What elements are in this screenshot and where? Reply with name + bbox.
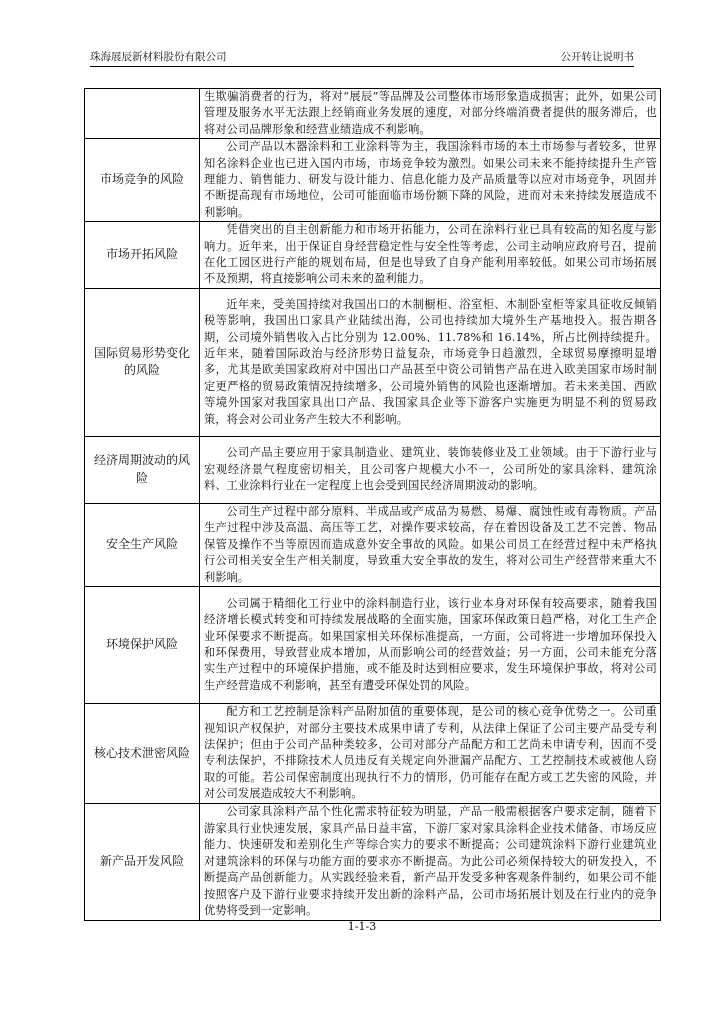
table-row xyxy=(85,288,661,436)
risk-description-cell: 公司产品以木器涂料和工业涂料等为主，我国涂料市场的本土市场参与者较多，世界知名涂料企业也已进入国内市场，市场竞争较为激烈。如果公司未来不能持续提升生产管理能力、销售能力、研发与设计能力、信息化能力及产品质量等以应对市场竞争，巩固并不断提高现有市场地位，公司可能面临市场份额下降的风险，进而对未来持续发展造成不利影响。 xyxy=(200,139,661,222)
risk-name-cell: 新产品开发风险 xyxy=(85,803,200,920)
risk-description-cell: 公司属于精细化工行业中的涂料制造行业，该行业本身对环保有较高要求，随着我国经济增长模式转变和可持续发展战略的全面实施，国家环保政策日趋严格，对化工生产企业环保要求不断提高。如果国家相关环保标准提高，一方面，公司将进一步增加环保投入和环保费用，导致营业成本增加，从而影响公司的经营效益；另一方面，公司未能充分落实生产过程中的环境保护措施，或不能及时达到相应要求，发生环境保护事故，将对公司生产经营造成不利影响，甚至有遭受环保处罚的风险。 xyxy=(200,586,661,703)
risk-name-cell xyxy=(85,89,200,139)
risk-description-cell: 公司生产过程中部分原料、半成品或产成品为易燃、易爆、腐蚀性或有毒物质。产品生产过程中涉及高温、高压等工艺，对操作要求较高，存在着因设备及工艺不完善、物品保管及操作不当等原因而造成意外安全事故的风险。如果公司员工在经营过程中未严格执行公司相关安全生产相关制度，导致重大安全事故的发生，将对公司生产经营带来重大不利影响。 xyxy=(200,503,661,586)
risk-description-cell: 生欺骗消费者的行为，将对“展辰”等品牌及公司整体市场形象造成损害；此外，如果公司管理及服务水平无法跟上经销商业务发展的速度，对部分终端消费者提供的服务滞后，也将对公司品牌形象和经营业绩造成不利影响。 xyxy=(200,89,661,139)
risk-name-cell: 经济周期波动的风险 xyxy=(85,436,200,503)
risk-description-cell: 凭借突出的自主创新能力和市场开拓能力，公司在涂料行业已具有较高的知名度与影响力。近年来，出于保证自身经营稳定性与安全性等考虑，公司主动响应政府号召，提前在化工园区进行产能的规划布局，但是也导致了自身产能利用率较低。如果公司市场拓展不及预期，将直接影响公司未来的盈利能力。 xyxy=(200,222,661,289)
risk-name-cell: 市场开拓风险 xyxy=(85,222,200,289)
risk-description-cell: 公司家具涂料产品个性化需求特征较为明显，产品一般需根据客户要求定制，随着下游家具行业快速发展，家具产品日益丰富，下游厂家对家具涂料企业技术储备、市场反应能力、快速研发和差别化生产等综合实力的要求不断提高；公司建筑涂料下游行业建筑业对建筑涂料的环保与功能方面的要求亦不断提高。为此公司必须保持较大的研发投入，不断提高产品创新能力。从实践经验来看，新产品开发受多种客观条件制约，如果公司不能按照客户及下游行业要求持续开发出新的涂料产品，公司市场拓展计划及在行业内的竞争优势将受到一定影响。 xyxy=(200,803,661,920)
table-row xyxy=(85,89,661,139)
risk-description-cell: 近年来，受美国持续对我国出口的木制橱柜、浴室柜、木制卧室柜等家具征收反倾销税等影响，我国出口家具产业陆续出海，公司也持续加大境外生产基地投入。报告期各期，公司境外销售收入占比分别为 12.00%、11.78%和 16.14%，所占比例持续提升。近年来，随着国际政治与经济形势日益复杂，市场竞争日趋激烈，全球贸易摩擦明显增多，尤其是欧美国家政府对中国出口产品甚至中资公司销售产品在进入欧美国家市场时制定更严格的贸易政策情况持续增多，公司境外销售的风险也逐渐增加。若未来美国、西欧等境外国家对我国家具出口产品、我国家具企业等下游客户实施更为明显不利的贸易政策，将会对公司业务产生较大不利影响。 xyxy=(200,288,661,436)
risk-name-cell: 国际贸易形势变化的风险 xyxy=(85,288,200,436)
risk-name-cell: 市场竞争的风险 xyxy=(85,139,200,222)
table-row xyxy=(85,503,661,586)
page-number: 1-1-3 xyxy=(347,920,377,933)
table-row xyxy=(85,222,661,289)
risk-name-cell: 核心技术泄密风险 xyxy=(85,703,200,803)
risk-description-cell: 公司产品主要应用于家具制造业、建筑业、装饰装修业及工业领域。由于下游行业与宏观经济景气程度密切相关，且公司客户规模大小不一，公司所处的家具涂料、建筑涂料、工业涂料行业在一定程度上也会受到国民经济周期波动的影响。 xyxy=(200,436,661,503)
table-row xyxy=(85,703,661,803)
table-row xyxy=(85,803,661,920)
page-header xyxy=(90,50,634,67)
risk-name-cell: 环境保护风险 xyxy=(85,586,200,703)
company-name: 珠海展辰新材料股份有限公司 xyxy=(90,51,227,63)
document-title: 公开转让说明书 xyxy=(560,51,634,63)
risk-description-cell: 配方和工艺控制是涂料产品附加值的重要体现，是公司的核心竞争优势之一。公司重视知识产权保护，对部分主要技术成果申请了专利，从法律上保证了公司主要产品受专利法保护；但由于公司产品种类较多，公司对部分产品配方和工艺尚未申请专利，因而不受专利法保护，不排除技术人员违反有关规定向外泄漏产品配方、工艺控制技术或被他人窃取的可能。若公司保密制度出现执行不力的情形，仍可能存在配方或工艺失密的风险，并对公司发展造成较大不利影响。 xyxy=(200,703,661,803)
table-row xyxy=(85,436,661,503)
risk-name-cell: 安全生产风险 xyxy=(85,503,200,586)
table-row xyxy=(85,139,661,222)
table-row xyxy=(85,586,661,703)
risk-factor-table xyxy=(84,88,661,921)
